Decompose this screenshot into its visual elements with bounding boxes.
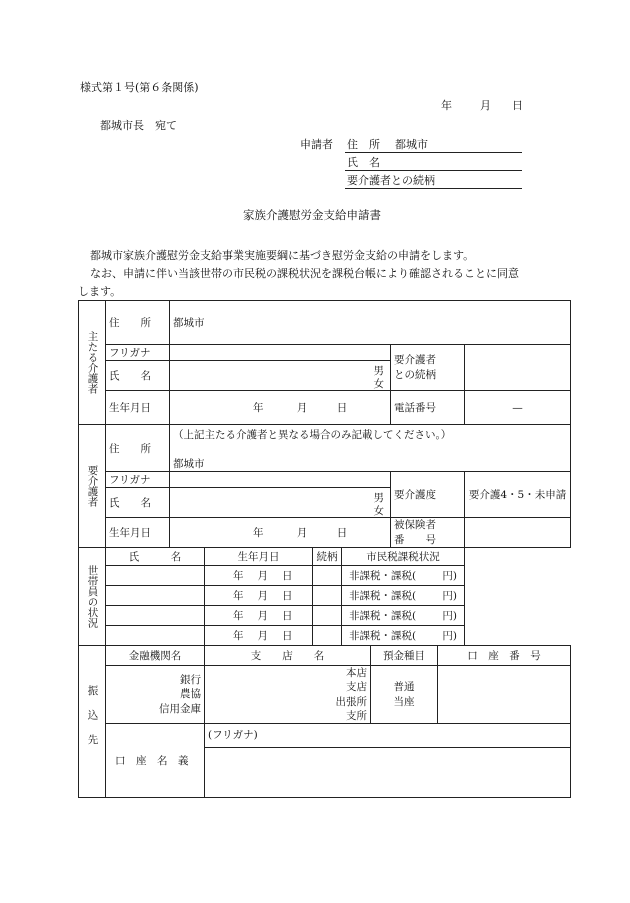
care-recipient-furigana-label: フリガナ: [106, 472, 170, 488]
account-holder-label: 口 座 名 義: [106, 724, 205, 798]
caregiver-address-label: 住 所: [106, 301, 170, 345]
household-name-field[interactable]: [106, 566, 205, 586]
household-name-field[interactable]: [106, 606, 205, 626]
applicant-relation-label: 要介護者との続柄: [347, 174, 435, 187]
applicant-name-label: 氏 名: [347, 156, 380, 169]
household-col-tax: 市民税課税状況: [342, 548, 465, 566]
caregiver-birth-label: 生年月日: [106, 391, 170, 425]
intro-line-3: します。: [78, 285, 122, 298]
intro-line-2: なお、申請に伴い当該世帯の市民税の課税状況を課税台帳により確認されることに同意: [90, 267, 519, 280]
deposit-type-select[interactable]: 普通 当座: [371, 666, 438, 724]
insured-number-label: 被保険者 番 号: [391, 518, 465, 548]
care-recipient-name-label: 氏 名: [106, 488, 170, 518]
household-col-relation: 続柄: [313, 548, 342, 566]
caregiver-birth-field[interactable]: 年 月 日: [170, 391, 391, 425]
household-tax-field[interactable]: 非課税・課税( 円): [342, 626, 465, 646]
transfer-col-type: 預金種目: [371, 646, 438, 666]
care-recipient-name-field[interactable]: [170, 488, 391, 518]
household-relation-field[interactable]: [313, 566, 342, 586]
caregiver-phone-label: 電話番号: [391, 391, 465, 425]
household-birth-field[interactable]: 年 月 日: [205, 586, 313, 606]
applicant-label: 申請者: [300, 138, 333, 151]
date-day: 日: [512, 99, 523, 112]
account-number-field[interactable]: [438, 666, 571, 724]
household-row: [79, 586, 571, 606]
caregiver-section-label: 主たる介護者: [79, 301, 106, 425]
household-name-field[interactable]: [106, 586, 205, 606]
insured-number-field[interactable]: [465, 518, 571, 548]
document-title: 家族介護慰労金支給申請書: [243, 208, 381, 222]
care-recipient-address-label: 住 所: [106, 425, 170, 472]
date-year: 年: [441, 99, 452, 112]
transfer-col-branch: 支 店 名: [205, 646, 371, 666]
applicant-address-label: 住 所: [347, 138, 380, 151]
household-tax-field[interactable]: 非課税・課税( 円): [342, 606, 465, 626]
addressee: 都城市長 宛て: [100, 119, 177, 132]
transfer-col-account: 口 座 番 号: [438, 646, 571, 666]
household-row: [79, 566, 571, 586]
household-relation-field[interactable]: [313, 586, 342, 606]
account-holder-furigana-field[interactable]: (フリガナ): [205, 724, 571, 748]
household-col-birth: 生年月日: [205, 548, 313, 566]
date-month: 月: [480, 99, 491, 112]
household-name-field[interactable]: [106, 626, 205, 646]
household-section-label: 世帯員の状況: [79, 548, 106, 646]
applicant-relation-line[interactable]: [345, 188, 522, 189]
applicant-address-value: 都城市: [395, 138, 428, 151]
care-recipient-address-field[interactable]: （上記主たる介護者と異なる場合のみ記載してください。） 都城市: [170, 425, 571, 472]
care-recipient-birth-label: 生年月日: [106, 518, 170, 548]
household-birth-field[interactable]: 年 月 日: [205, 566, 313, 586]
household-tax-field[interactable]: 非課税・課税( 円): [342, 586, 465, 606]
caregiver-name-field[interactable]: [170, 361, 391, 391]
household-col-name: 氏 名: [106, 548, 205, 566]
household-row: [79, 626, 571, 646]
caregiver-relation-label: 要介護者 との続柄: [391, 345, 465, 391]
caregiver-furigana-label: フリガナ: [106, 345, 170, 361]
intro-line-1: 都城市家族介護慰労金支給事業実施要綱に基づき慰労金支給の申請をします。: [90, 249, 475, 262]
form-number: 様式第１号(第６条関係): [80, 81, 199, 94]
caregiver-furigana-field[interactable]: [170, 345, 391, 361]
caregiver-relation-field[interactable]: [465, 345, 571, 391]
transfer-col-bank: 金融機関名: [106, 646, 205, 666]
caregiver-phone-field[interactable]: —: [465, 391, 571, 425]
caregiver-name-label: 氏 名: [106, 361, 170, 391]
care-recipient-birth-field[interactable]: 年 月 日: [170, 518, 391, 548]
care-recipient-section-label: 要介護者: [79, 425, 106, 548]
household-birth-field[interactable]: 年 月 日: [205, 626, 313, 646]
care-level-field[interactable]: 要介護4・5・未申請: [465, 472, 571, 518]
household-birth-field[interactable]: 年 月 日: [205, 606, 313, 626]
caregiver-gender-select[interactable]: 男 女: [373, 365, 384, 391]
household-row: [79, 606, 571, 626]
care-level-label: 要介護度: [391, 472, 465, 518]
care-recipient-furigana-field[interactable]: [170, 472, 391, 488]
household-tax-field[interactable]: 非課税・課税( 円): [342, 566, 465, 586]
application-form-table: [78, 300, 571, 798]
branch-name-field[interactable]: 本店 支店 出張所 支所: [205, 666, 371, 724]
care-recipient-gender-select[interactable]: 男 女: [373, 492, 384, 518]
transfer-section-label: 振込先: [79, 646, 106, 798]
account-holder-name-field[interactable]: [205, 748, 571, 798]
household-relation-field[interactable]: [313, 606, 342, 626]
applicant-address-line[interactable]: [345, 152, 522, 153]
caregiver-address-field[interactable]: 都城市: [170, 301, 571, 345]
household-relation-field[interactable]: [313, 626, 342, 646]
bank-name-field[interactable]: 銀行 農協 信用金庫: [106, 666, 205, 724]
applicant-name-line[interactable]: [345, 170, 522, 171]
